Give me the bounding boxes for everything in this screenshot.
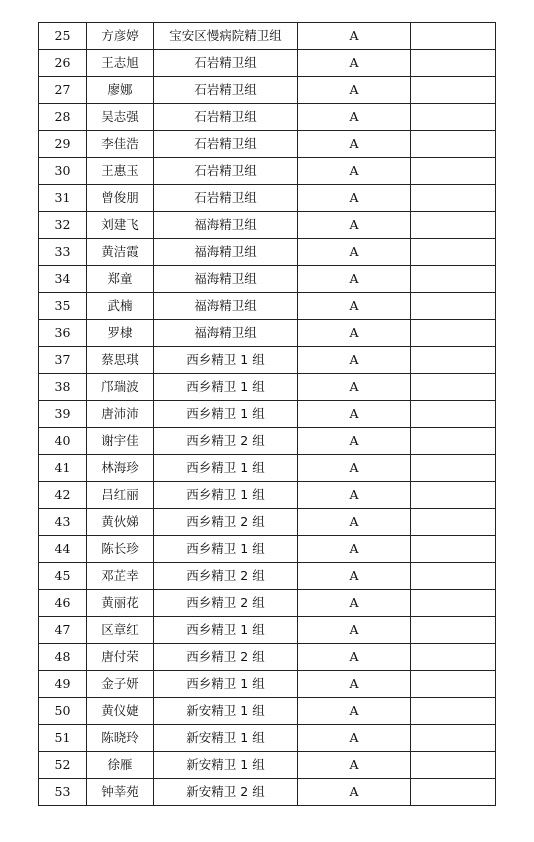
table-row — [39, 752, 496, 779]
name-cell: 钟莘苑 — [87, 779, 154, 806]
note-cell — [411, 374, 496, 401]
grade-cell: A — [298, 77, 411, 104]
name-cell: 李佳浩 — [87, 131, 154, 158]
row-number-cell: 36 — [39, 320, 87, 347]
grade-cell: A — [298, 158, 411, 185]
unit-cell: 西乡精卫 2 组 — [154, 563, 298, 590]
note-cell — [411, 239, 496, 266]
row-number-cell: 44 — [39, 536, 87, 563]
name-cell: 蔡思琪 — [87, 347, 154, 374]
unit-cell: 西乡精卫 1 组 — [154, 374, 298, 401]
table-row — [39, 509, 496, 536]
row-number-cell: 27 — [39, 77, 87, 104]
row-number-cell: 51 — [39, 725, 87, 752]
table-row — [39, 158, 496, 185]
table-row — [39, 455, 496, 482]
name-cell: 林海珍 — [87, 455, 154, 482]
unit-cell: 西乡精卫 1 组 — [154, 617, 298, 644]
table-row — [39, 104, 496, 131]
table-row — [39, 617, 496, 644]
note-cell — [411, 509, 496, 536]
row-number-cell: 25 — [39, 23, 87, 50]
table-row — [39, 212, 496, 239]
unit-cell: 石岩精卫组 — [154, 50, 298, 77]
row-number-cell: 48 — [39, 644, 87, 671]
grade-cell: A — [298, 563, 411, 590]
unit-cell: 福海精卫组 — [154, 320, 298, 347]
grade-cell: A — [298, 293, 411, 320]
unit-cell: 西乡精卫 1 组 — [154, 347, 298, 374]
row-number-cell: 39 — [39, 401, 87, 428]
row-number-cell: 52 — [39, 752, 87, 779]
table-row — [39, 239, 496, 266]
grade-cell: A — [298, 779, 411, 806]
unit-cell: 石岩精卫组 — [154, 185, 298, 212]
grade-cell: A — [298, 617, 411, 644]
grade-cell: A — [298, 320, 411, 347]
grade-cell: A — [298, 509, 411, 536]
note-cell — [411, 725, 496, 752]
grade-cell: A — [298, 536, 411, 563]
table-row — [39, 374, 496, 401]
note-cell — [411, 212, 496, 239]
note-cell — [411, 266, 496, 293]
grade-cell: A — [298, 428, 411, 455]
grade-cell: A — [298, 671, 411, 698]
grade-cell: A — [298, 212, 411, 239]
table-row — [39, 563, 496, 590]
row-number-cell: 38 — [39, 374, 87, 401]
grade-cell: A — [298, 374, 411, 401]
name-cell: 曾俊朋 — [87, 185, 154, 212]
table-row — [39, 347, 496, 374]
row-number-cell: 49 — [39, 671, 87, 698]
unit-cell: 石岩精卫组 — [154, 104, 298, 131]
name-cell: 黄洁霞 — [87, 239, 154, 266]
note-cell — [411, 752, 496, 779]
unit-cell: 新安精卫 1 组 — [154, 725, 298, 752]
unit-cell: 西乡精卫 1 组 — [154, 482, 298, 509]
note-cell — [411, 428, 496, 455]
grade-cell: A — [298, 266, 411, 293]
name-cell: 徐雁 — [87, 752, 154, 779]
table-row — [39, 50, 496, 77]
note-cell — [411, 644, 496, 671]
name-cell: 唐付荣 — [87, 644, 154, 671]
unit-cell: 新安精卫 1 组 — [154, 698, 298, 725]
unit-cell: 福海精卫组 — [154, 266, 298, 293]
name-cell: 郑童 — [87, 266, 154, 293]
row-number-cell: 53 — [39, 779, 87, 806]
name-cell: 王惠玉 — [87, 158, 154, 185]
name-cell: 区章红 — [87, 617, 154, 644]
table-row — [39, 428, 496, 455]
grade-cell: A — [298, 185, 411, 212]
name-cell: 邝瑞波 — [87, 374, 154, 401]
row-number-cell: 42 — [39, 482, 87, 509]
name-cell: 陈晓玲 — [87, 725, 154, 752]
grade-cell: A — [298, 644, 411, 671]
note-cell — [411, 158, 496, 185]
grade-cell: A — [298, 698, 411, 725]
unit-cell: 西乡精卫 1 组 — [154, 401, 298, 428]
name-cell: 廖娜 — [87, 77, 154, 104]
unit-cell: 新安精卫 2 组 — [154, 779, 298, 806]
row-number-cell: 43 — [39, 509, 87, 536]
name-cell: 陈长珍 — [87, 536, 154, 563]
table-row — [39, 401, 496, 428]
name-cell: 黄丽花 — [87, 590, 154, 617]
note-cell — [411, 590, 496, 617]
note-cell — [411, 482, 496, 509]
unit-cell: 石岩精卫组 — [154, 158, 298, 185]
name-cell: 罗棣 — [87, 320, 154, 347]
unit-cell: 西乡精卫 2 组 — [154, 509, 298, 536]
table-row — [39, 185, 496, 212]
note-cell — [411, 347, 496, 374]
table-row — [39, 293, 496, 320]
grade-cell: A — [298, 347, 411, 374]
row-number-cell: 32 — [39, 212, 87, 239]
note-cell — [411, 23, 496, 50]
grade-cell: A — [298, 104, 411, 131]
grade-cell: A — [298, 23, 411, 50]
note-cell — [411, 563, 496, 590]
unit-cell: 宝安区慢病院精卫组 — [154, 23, 298, 50]
table-row — [39, 536, 496, 563]
note-cell — [411, 455, 496, 482]
name-cell: 金子妍 — [87, 671, 154, 698]
unit-cell: 石岩精卫组 — [154, 77, 298, 104]
row-number-cell: 33 — [39, 239, 87, 266]
note-cell — [411, 77, 496, 104]
table-row — [39, 644, 496, 671]
unit-cell: 福海精卫组 — [154, 293, 298, 320]
unit-cell: 福海精卫组 — [154, 212, 298, 239]
note-cell — [411, 320, 496, 347]
unit-cell: 福海精卫组 — [154, 239, 298, 266]
grade-cell: A — [298, 482, 411, 509]
table-row — [39, 779, 496, 806]
row-number-cell: 30 — [39, 158, 87, 185]
note-cell — [411, 617, 496, 644]
row-number-cell: 34 — [39, 266, 87, 293]
name-cell: 谢宇佳 — [87, 428, 154, 455]
name-cell: 黄伙娣 — [87, 509, 154, 536]
name-cell: 方彦婷 — [87, 23, 154, 50]
table-row — [39, 131, 496, 158]
grade-cell: A — [298, 50, 411, 77]
grade-cell: A — [298, 590, 411, 617]
row-number-cell: 45 — [39, 563, 87, 590]
name-cell: 王志旭 — [87, 50, 154, 77]
unit-cell: 西乡精卫 2 组 — [154, 644, 298, 671]
grade-cell: A — [298, 725, 411, 752]
note-cell — [411, 671, 496, 698]
grade-cell: A — [298, 401, 411, 428]
grade-cell: A — [298, 455, 411, 482]
row-number-cell: 31 — [39, 185, 87, 212]
roster-body — [39, 23, 496, 806]
name-cell: 唐沛沛 — [87, 401, 154, 428]
name-cell: 吴志强 — [87, 104, 154, 131]
row-number-cell: 50 — [39, 698, 87, 725]
name-cell: 邓芷幸 — [87, 563, 154, 590]
row-number-cell: 47 — [39, 617, 87, 644]
note-cell — [411, 779, 496, 806]
row-number-cell: 35 — [39, 293, 87, 320]
unit-cell: 石岩精卫组 — [154, 131, 298, 158]
table-row — [39, 77, 496, 104]
row-number-cell: 28 — [39, 104, 87, 131]
note-cell — [411, 104, 496, 131]
grade-cell: A — [298, 752, 411, 779]
table-row — [39, 23, 496, 50]
row-number-cell: 46 — [39, 590, 87, 617]
name-cell: 黄仪婕 — [87, 698, 154, 725]
unit-cell: 西乡精卫 1 组 — [154, 536, 298, 563]
roster-table — [38, 22, 496, 806]
table-row — [39, 671, 496, 698]
note-cell — [411, 293, 496, 320]
name-cell: 武楠 — [87, 293, 154, 320]
note-cell — [411, 536, 496, 563]
note-cell — [411, 698, 496, 725]
table-row — [39, 590, 496, 617]
name-cell: 吕红丽 — [87, 482, 154, 509]
row-number-cell: 37 — [39, 347, 87, 374]
name-cell: 刘建飞 — [87, 212, 154, 239]
unit-cell: 新安精卫 1 组 — [154, 752, 298, 779]
unit-cell: 西乡精卫 2 组 — [154, 590, 298, 617]
grade-cell: A — [298, 239, 411, 266]
row-number-cell: 26 — [39, 50, 87, 77]
note-cell — [411, 131, 496, 158]
table-row — [39, 725, 496, 752]
note-cell — [411, 50, 496, 77]
note-cell — [411, 401, 496, 428]
row-number-cell: 29 — [39, 131, 87, 158]
note-cell — [411, 185, 496, 212]
unit-cell: 西乡精卫 1 组 — [154, 455, 298, 482]
unit-cell: 西乡精卫 1 组 — [154, 671, 298, 698]
table-row — [39, 698, 496, 725]
unit-cell: 西乡精卫 2 组 — [154, 428, 298, 455]
table-row — [39, 266, 496, 293]
grade-cell: A — [298, 131, 411, 158]
table-row — [39, 482, 496, 509]
row-number-cell: 41 — [39, 455, 87, 482]
table-row — [39, 320, 496, 347]
row-number-cell: 40 — [39, 428, 87, 455]
